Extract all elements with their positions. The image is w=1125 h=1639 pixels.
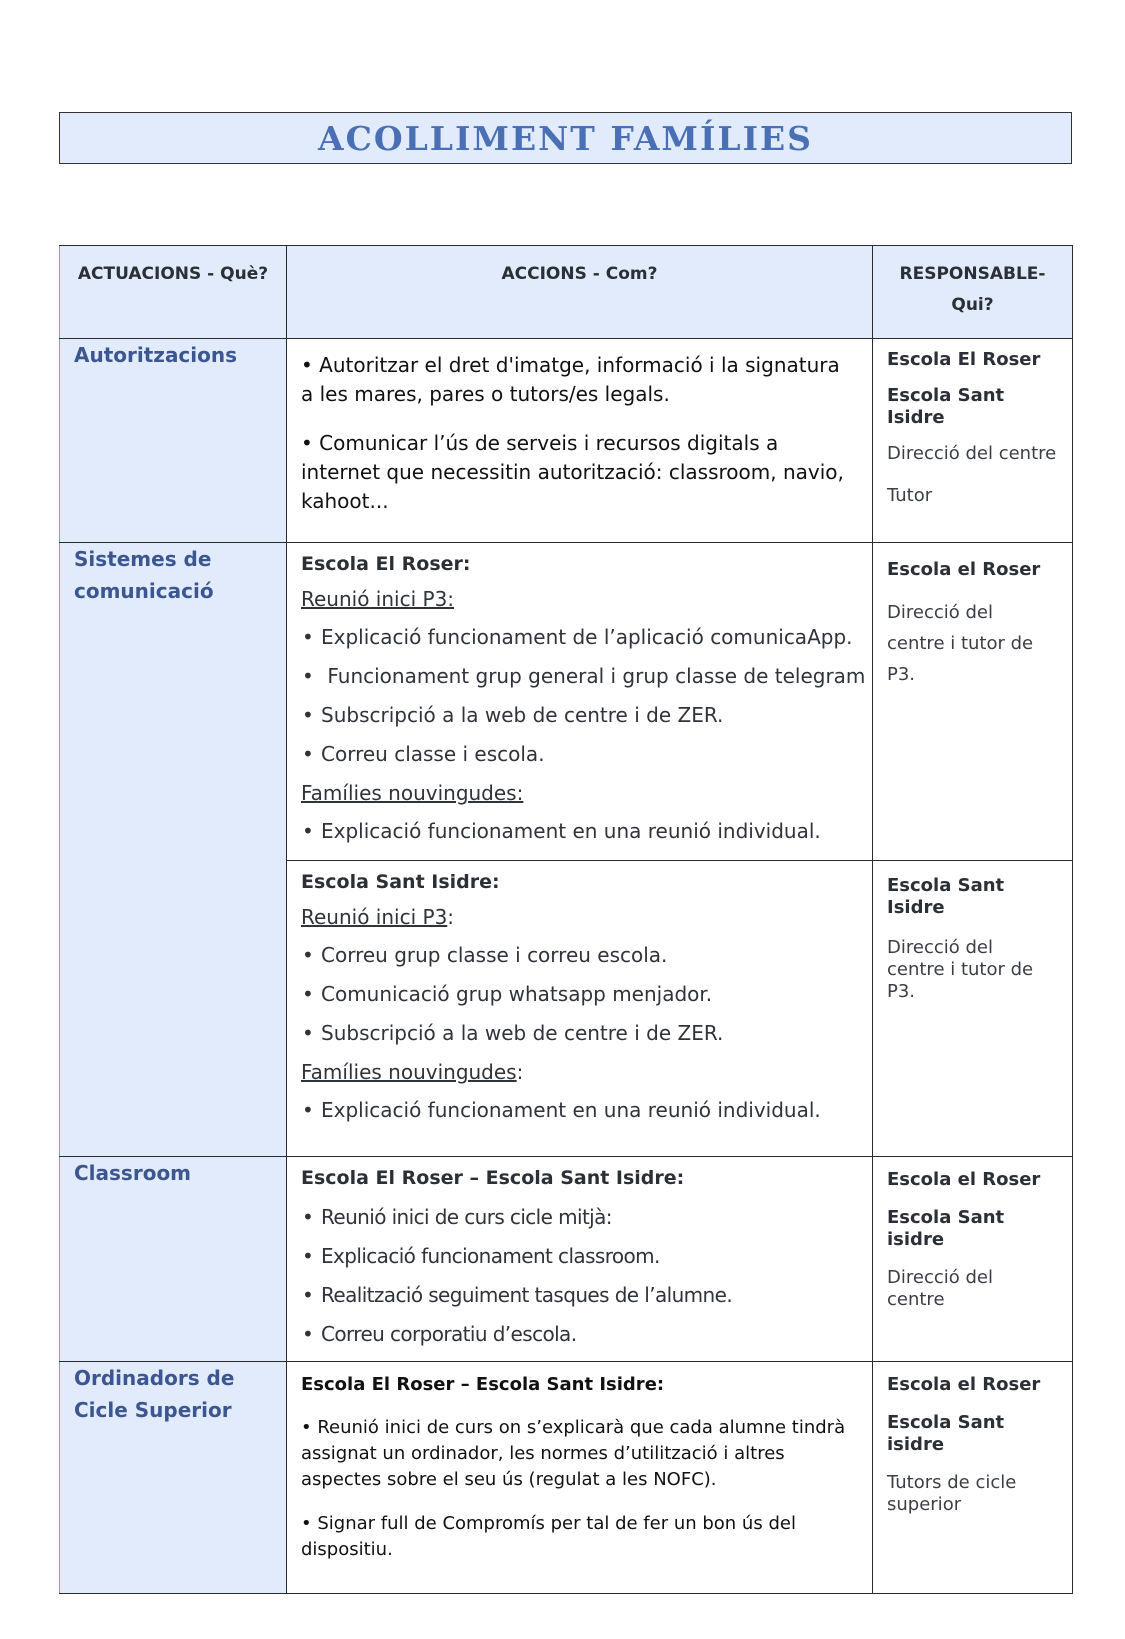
bullet-list bbox=[301, 623, 866, 768]
table-row bbox=[60, 543, 1073, 861]
header-accions: ACCIONS - Com? bbox=[287, 246, 873, 339]
responsable-school: Escola el Roser bbox=[887, 1374, 1041, 1395]
accions-cell bbox=[287, 1157, 873, 1362]
actuacio-label: Autoritzacions bbox=[74, 343, 238, 367]
responsable-role: Direcció del centre bbox=[887, 443, 1057, 464]
list-item: • Explicació funcionament en una reunió individual. bbox=[301, 817, 858, 845]
list-item: • Correu grup classe i correu escola. bbox=[301, 941, 858, 969]
header-actuacions: ACTUACIONS - Què? bbox=[60, 246, 287, 339]
subheading: Reunió inici P3: bbox=[301, 587, 455, 611]
title-banner bbox=[59, 112, 1072, 164]
responsable-role: Direcció del centre bbox=[887, 1267, 993, 1310]
list-item: • Realització seguiment tasques de l’alumne. bbox=[301, 1281, 858, 1309]
list-item: • Comunicació grup whatsapp menjador. bbox=[301, 980, 858, 1008]
accions-cell bbox=[287, 1362, 873, 1594]
subheading bbox=[301, 1058, 858, 1086]
responsable-role-line: P3. bbox=[887, 664, 916, 685]
bullet-list bbox=[301, 1096, 858, 1124]
list-item: • Correu corporatiu d’escola. bbox=[301, 1320, 858, 1348]
table-row bbox=[60, 1157, 1073, 1362]
accions-cell bbox=[287, 543, 873, 861]
table-row bbox=[60, 339, 1073, 543]
responsable-cell bbox=[873, 339, 1073, 543]
list-item: • Correu classe i escola. bbox=[301, 740, 858, 768]
subheading-suffix: : bbox=[516, 1060, 524, 1084]
page-title: ACOLLIMENT FAMÍLIES bbox=[317, 118, 814, 158]
list-item: • Explicació funcionament en una reunió individual. bbox=[301, 1096, 858, 1124]
responsable-role: Direcció del centre i tutor de P3. bbox=[887, 937, 1034, 1002]
header-responsable-line2: Qui? bbox=[951, 295, 994, 315]
actuacio-label-line1: Ordinadors de bbox=[74, 1366, 235, 1390]
actuacio-label-line2: Cicle Superior bbox=[74, 1398, 232, 1422]
responsable-school: Escola El Roser bbox=[887, 349, 1041, 370]
responsable-role: Tutor bbox=[887, 485, 933, 506]
responsable-cell bbox=[873, 1362, 1073, 1594]
school-heading: Escola El Roser: bbox=[301, 553, 471, 575]
actuacio-cell bbox=[60, 543, 287, 1157]
actuacio-label-line1: Sistemes de bbox=[74, 547, 212, 571]
actuacio-label-line2: comunicació bbox=[74, 579, 214, 603]
header-responsable-line1: RESPONSABLE- bbox=[899, 264, 1046, 284]
list-item: • Explicació funcionament de l’aplicació comunicaApp. bbox=[301, 623, 858, 651]
accio-paragraph: • Comunicar l’ús de serveis i recursos digitals a internet que necessitin autorització: classroom, navio, kahoot... bbox=[301, 431, 844, 513]
actuacio-cell bbox=[60, 339, 287, 543]
responsable-cell bbox=[873, 861, 1073, 1157]
responsable-role: Tutors de cicle superior bbox=[887, 1472, 1017, 1515]
responsable-school: Escola el Roser bbox=[887, 559, 1041, 580]
list-item: • Explicació funcionament classroom. bbox=[301, 1242, 858, 1270]
accions-cell bbox=[287, 339, 873, 543]
responsable-school: Escola Sant Isidre bbox=[887, 875, 1005, 918]
responsable-role-line: centre i tutor de bbox=[887, 633, 1034, 654]
accio-paragraph: • Signar full de Compromís per tal de fer un bon ús del dispositiu. bbox=[301, 1513, 796, 1560]
accions-cell bbox=[287, 861, 873, 1157]
bullet-list bbox=[301, 1203, 858, 1348]
subheading bbox=[301, 903, 858, 931]
list-item: • Funcionament grup general i grup classe de telegram bbox=[301, 662, 858, 690]
responsable-school: Escola Sant isidre bbox=[887, 1412, 1005, 1455]
subheading-suffix: : bbox=[447, 905, 455, 929]
bullet-list bbox=[301, 941, 858, 1047]
actuacio-label: Classroom bbox=[74, 1161, 192, 1185]
school-heading: Escola El Roser – Escola Sant Isidre: bbox=[301, 1167, 685, 1189]
responsable-school: Escola Sant isidre bbox=[887, 1207, 1005, 1250]
responsable-role-line: Direcció del bbox=[887, 602, 993, 623]
list-item: • Subscripció a la web de centre i de ZER. bbox=[301, 1019, 858, 1047]
responsable-school: Escola el Roser bbox=[887, 1169, 1041, 1190]
accio-paragraph: • Autoritzar el dret d'imatge, informació i la signatura a les mares, pares o tutors/es legals. bbox=[301, 353, 840, 406]
responsable-cell bbox=[873, 1157, 1073, 1362]
table-row bbox=[60, 1362, 1073, 1594]
responsable-cell bbox=[873, 543, 1073, 861]
list-item: • Reunió inici de curs cicle mitjà: bbox=[301, 1203, 858, 1231]
actuacio-cell bbox=[60, 1362, 287, 1594]
list-item: • Subscripció a la web de centre i de ZER. bbox=[301, 701, 858, 729]
school-heading: Escola Sant Isidre: bbox=[301, 871, 500, 893]
responsable-school: Escola Sant Isidre bbox=[887, 385, 1005, 428]
actions-table bbox=[59, 245, 1073, 1594]
accio-paragraph: • Reunió inici de curs on s’explicarà que cada alumne tindrà assignat un ordinador, les normes d’utilització i altres aspectes sobre el seu ús (regulat a les NOFC). bbox=[301, 1417, 846, 1490]
header-responsable bbox=[873, 246, 1073, 339]
subheading: Famílies nouvingudes: bbox=[301, 781, 524, 805]
bullet-list bbox=[301, 817, 858, 845]
subheading-text: Famílies nouvingudes bbox=[301, 1060, 517, 1084]
subheading-text: Reunió inici P3 bbox=[301, 905, 448, 929]
school-heading: Escola El Roser – Escola Sant Isidre: bbox=[301, 1374, 665, 1395]
table-header-row bbox=[60, 246, 1073, 339]
actuacio-cell bbox=[60, 1157, 287, 1362]
